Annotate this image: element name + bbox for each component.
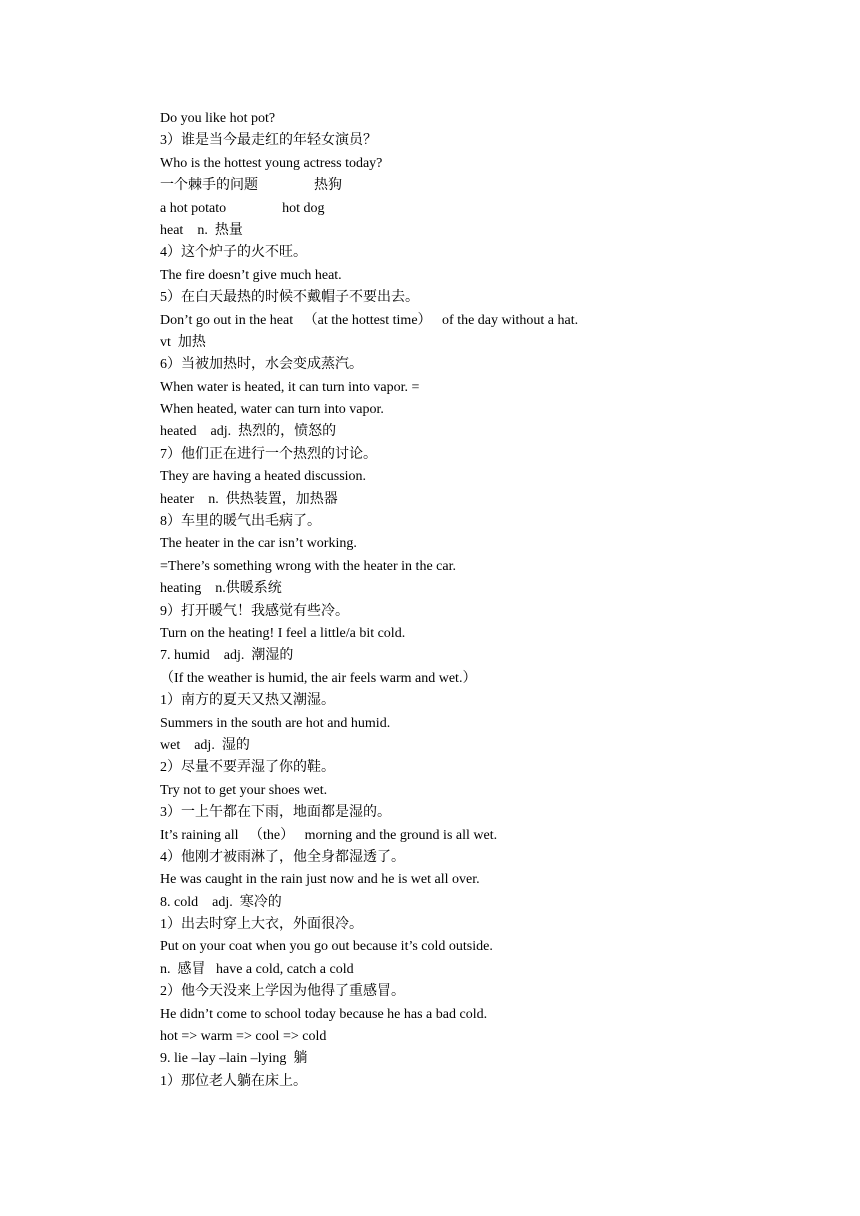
text-line: hot => warm => cool => cold [160, 1029, 327, 1045]
text-line: heating n.供暖系统 [160, 581, 282, 597]
text-line: The heater in the car isn’t working. [160, 536, 357, 552]
text-line: When heated, water can turn into vapor. [160, 402, 384, 418]
text-line: 6）当被加热时，水会变成蒸汽。 [160, 357, 363, 373]
text-line: The fire doesn’t give much heat. [160, 267, 342, 283]
text-line: heat n. 热量 [160, 222, 243, 238]
text-line: 7. humid adj. 潮湿的 [160, 648, 294, 664]
text-line: Try not to get your shoes wet. [160, 782, 328, 798]
text-line: 1）那位老人躺在床上。 [160, 1073, 307, 1089]
text-line: When water is heated, it can turn into vapor. = [160, 379, 420, 395]
text-line: 1）出去时穿上大衣，外面很冷。 [160, 917, 363, 933]
text-line: 5）在白天最热的时候不戴帽子不要出去。 [160, 290, 419, 306]
text-line: It’s raining all （the） morning and the ground is all wet. [160, 827, 498, 843]
text-line: 4）他刚才被雨淋了，他全身都湿透了。 [160, 849, 405, 865]
text-line: vt 加热 [160, 334, 206, 350]
text-line: n. 感冒 have a cold, catch a cold [160, 961, 354, 977]
text-line: 2）他今天没来上学因为他得了重感冒。 [160, 984, 405, 1000]
text-line: Do you like hot pot? [160, 111, 276, 126]
text-line: heated adj. 热烈的，愤怒的 [160, 424, 337, 440]
text-line: Summers in the south are hot and humid. [160, 715, 391, 731]
text-line: Put on your coat when you go out because it’s cold outside. [160, 939, 493, 955]
text-line: （If the weather is humid, the air feels warm and wet.） [160, 670, 477, 686]
text-line: a hot potato hot dog [160, 200, 325, 216]
text-line: wet adj. 湿的 [160, 737, 250, 753]
text-line: Who is the hottest young actress today? [160, 155, 383, 171]
text-line: 4）这个炉子的火不旺。 [160, 245, 307, 261]
text-line: Turn on the heating! I feel a little/a bit cold. [160, 625, 406, 641]
text-line: 8）车里的暖气出毛病了。 [160, 514, 321, 530]
text-line: 一个棘手的问题 热狗 [160, 178, 342, 194]
text-line: 8. cold adj. 寒冷的 [160, 894, 282, 910]
text-line: heater n. 供热装置，加热器 [160, 491, 338, 507]
text-line: He didn’t come to school today because he has a bad cold. [160, 1006, 488, 1022]
text-line: 9. lie –lay –lain –lying 躺 [160, 1051, 308, 1067]
text-line: Don’t go out in the heat （at the hottest time） of the day without a hat. [160, 312, 579, 328]
text-line: 2）尽量不要弄湿了你的鞋。 [160, 760, 335, 776]
text-line: 9）打开暖气！我感觉有些冷。 [160, 603, 349, 619]
text-line: 1）南方的夏天又热又潮湿。 [160, 693, 335, 709]
text-line: 7）他们正在进行一个热烈的讨论。 [160, 446, 377, 462]
text-body [160, 108, 820, 1093]
text-line: =There’s something wrong with the heater in the car. [160, 558, 456, 574]
text-line: He was caught in the rain just now and he is wet all over. [160, 872, 480, 888]
text-line: They are having a heated discussion. [160, 469, 367, 485]
text-line: 3）谁是当今最走红的年轻女演员？ [160, 133, 377, 149]
text-line: 3）一上午都在下雨，地面都是湿的。 [160, 805, 391, 821]
